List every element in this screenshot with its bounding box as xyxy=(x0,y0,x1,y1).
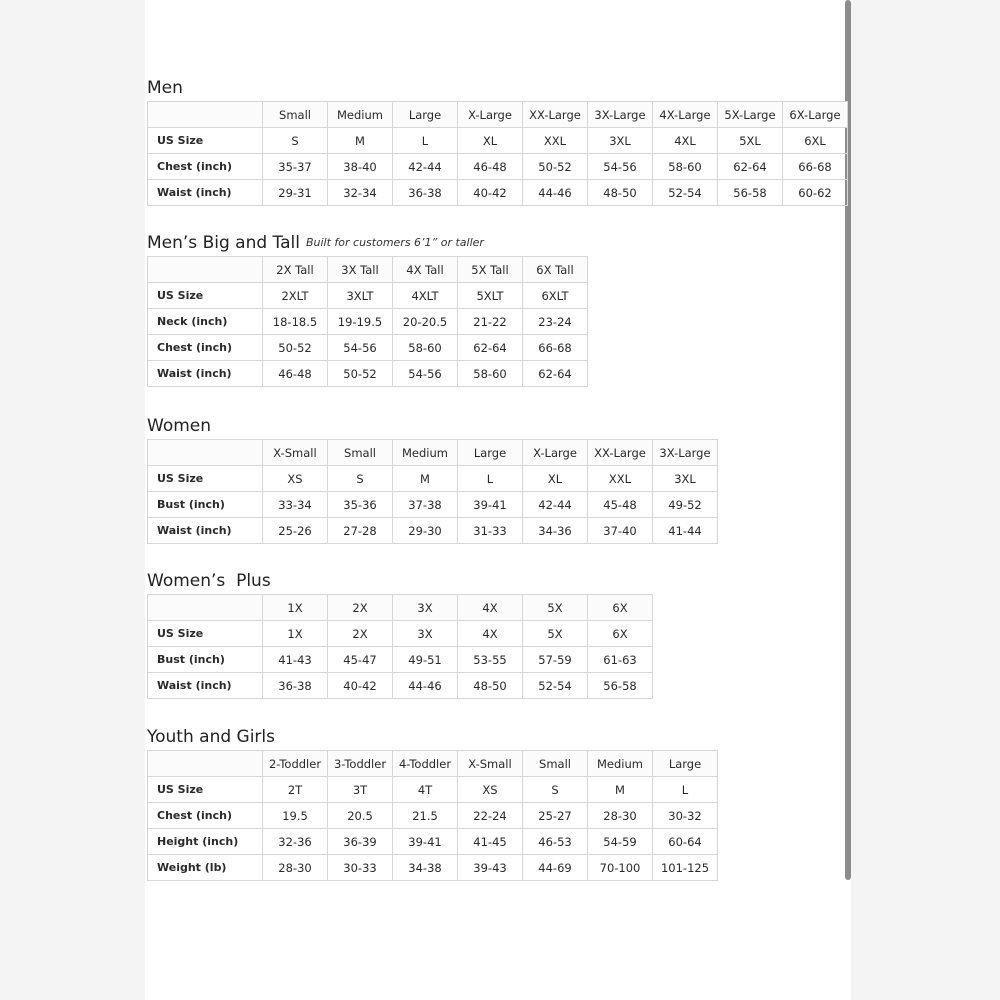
table-cell: 6X xyxy=(588,621,653,647)
column-header: 5X-Large xyxy=(718,102,783,128)
column-header: 3X Tall xyxy=(328,257,393,283)
row-label: Weight (lb) xyxy=(148,855,263,881)
column-header: X-Small xyxy=(458,751,523,777)
table-cell: 4XL xyxy=(653,128,718,154)
corner-cell xyxy=(148,595,263,621)
section-big-and-tall xyxy=(147,232,588,387)
table-cell: 21-22 xyxy=(458,309,523,335)
column-header: 5X xyxy=(523,595,588,621)
table-cell: S xyxy=(328,466,393,492)
table-cell: XL xyxy=(523,466,588,492)
column-header: 5X Tall xyxy=(458,257,523,283)
table-cell: 42-44 xyxy=(393,154,458,180)
row-label: Chest (inch) xyxy=(148,154,263,180)
table-cell: L xyxy=(653,777,718,803)
table-cell: M xyxy=(328,128,393,154)
table-cell: 30-32 xyxy=(653,803,718,829)
row-label: Height (inch) xyxy=(148,829,263,855)
table-cell: 52-54 xyxy=(653,180,718,206)
table-cell: M xyxy=(393,466,458,492)
column-header: Large xyxy=(393,102,458,128)
table-cell: 66-68 xyxy=(783,154,848,180)
table-cell: 50-52 xyxy=(523,154,588,180)
table-cell: XL xyxy=(458,128,523,154)
section-women xyxy=(147,415,718,544)
table-row xyxy=(148,154,848,180)
table-cell: 58-60 xyxy=(393,335,458,361)
table-cell: 54-56 xyxy=(588,154,653,180)
column-header: 4X Tall xyxy=(393,257,458,283)
table-cell: 32-34 xyxy=(328,180,393,206)
table-cell: 56-58 xyxy=(588,673,653,699)
table-cell: 29-31 xyxy=(263,180,328,206)
column-header: Small xyxy=(523,751,588,777)
table-cell: 62-64 xyxy=(718,154,783,180)
size-table-women xyxy=(147,439,718,544)
table-row xyxy=(148,361,588,387)
table-cell: 35-36 xyxy=(328,492,393,518)
table-cell: 28-30 xyxy=(588,803,653,829)
column-header: 4X xyxy=(458,595,523,621)
table-cell: 54-56 xyxy=(393,361,458,387)
table-cell: 2T xyxy=(263,777,328,803)
table-cell: XS xyxy=(263,466,328,492)
row-label: Chest (inch) xyxy=(148,803,263,829)
table-row xyxy=(148,466,718,492)
table-cell: 28-30 xyxy=(263,855,328,881)
header-row xyxy=(148,440,718,466)
table-cell: 4XLT xyxy=(393,283,458,309)
table-cell: L xyxy=(458,466,523,492)
table-row xyxy=(148,829,718,855)
table-cell: 44-46 xyxy=(393,673,458,699)
table-cell: 61-63 xyxy=(588,647,653,673)
column-header: X-Small xyxy=(263,440,328,466)
column-header: XX-Large xyxy=(588,440,653,466)
table-cell: 41-43 xyxy=(263,647,328,673)
table-row xyxy=(148,673,653,699)
table-cell: 60-62 xyxy=(783,180,848,206)
section-title-big-and-tall xyxy=(147,232,588,254)
table-row xyxy=(148,283,588,309)
table-cell: 18-18.5 xyxy=(263,309,328,335)
table-cell: 62-64 xyxy=(458,335,523,361)
table-cell: 2X xyxy=(328,621,393,647)
table-cell: 49-52 xyxy=(653,492,718,518)
table-cell: 38-40 xyxy=(328,154,393,180)
table-cell: 37-38 xyxy=(393,492,458,518)
table-cell: 19-19.5 xyxy=(328,309,393,335)
table-cell: 1X xyxy=(263,621,328,647)
table-cell: 31-33 xyxy=(458,518,523,544)
table-cell: 45-48 xyxy=(588,492,653,518)
table-cell: M xyxy=(588,777,653,803)
table-cell: 58-60 xyxy=(458,361,523,387)
table-cell: 42-44 xyxy=(523,492,588,518)
size-table-big-and-tall xyxy=(147,256,588,387)
table-cell: 54-59 xyxy=(588,829,653,855)
row-label: Waist (inch) xyxy=(148,361,263,387)
table-row xyxy=(148,621,653,647)
corner-cell xyxy=(148,751,263,777)
column-header: Medium xyxy=(588,751,653,777)
column-header: 2X Tall xyxy=(263,257,328,283)
table-cell: 49-51 xyxy=(393,647,458,673)
column-header: Medium xyxy=(328,102,393,128)
row-label: Waist (inch) xyxy=(148,180,263,206)
corner-cell xyxy=(148,102,263,128)
column-header: Small xyxy=(263,102,328,128)
table-cell: 6XL xyxy=(783,128,848,154)
table-cell: 57-59 xyxy=(523,647,588,673)
table-cell: 20.5 xyxy=(328,803,393,829)
size-table-women-plus xyxy=(147,594,653,699)
column-header: XX-Large xyxy=(523,102,588,128)
column-header: X-Large xyxy=(458,102,523,128)
table-cell: 58-60 xyxy=(653,154,718,180)
column-header: 2-Toddler xyxy=(263,751,328,777)
table-cell: 5XL xyxy=(718,128,783,154)
column-header: Medium xyxy=(393,440,458,466)
column-header: Large xyxy=(458,440,523,466)
table-cell: XXL xyxy=(588,466,653,492)
table-cell: 46-53 xyxy=(523,829,588,855)
table-cell: 19.5 xyxy=(263,803,328,829)
table-cell: 32-36 xyxy=(263,829,328,855)
table-row xyxy=(148,492,718,518)
table-cell: 25-27 xyxy=(523,803,588,829)
table-row xyxy=(148,335,588,361)
header-row xyxy=(148,751,718,777)
column-header: 1X xyxy=(263,595,328,621)
column-header: Large xyxy=(653,751,718,777)
row-label: US Size xyxy=(148,283,263,309)
table-cell: 34-36 xyxy=(523,518,588,544)
table-cell: 36-39 xyxy=(328,829,393,855)
table-cell: L xyxy=(393,128,458,154)
table-cell: 3X xyxy=(393,621,458,647)
row-label: US Size xyxy=(148,777,263,803)
table-cell: 34-38 xyxy=(393,855,458,881)
table-cell: XS xyxy=(458,777,523,803)
column-header: 3-Toddler xyxy=(328,751,393,777)
table-row xyxy=(148,803,718,829)
table-cell: 53-55 xyxy=(458,647,523,673)
corner-cell xyxy=(148,257,263,283)
row-label: US Size xyxy=(148,466,263,492)
table-cell: 39-41 xyxy=(458,492,523,518)
table-cell: 3XLT xyxy=(328,283,393,309)
table-cell: 37-40 xyxy=(588,518,653,544)
table-cell: 3XL xyxy=(588,128,653,154)
table-cell: 25-26 xyxy=(263,518,328,544)
size-table-men xyxy=(147,101,848,206)
table-cell: 36-38 xyxy=(263,673,328,699)
table-cell: XXL xyxy=(523,128,588,154)
table-cell: 44-69 xyxy=(523,855,588,881)
corner-cell xyxy=(148,440,263,466)
table-cell: 30-33 xyxy=(328,855,393,881)
table-cell: 4T xyxy=(393,777,458,803)
header-row xyxy=(148,257,588,283)
section-title-men: Men xyxy=(147,78,183,98)
table-cell: 2XLT xyxy=(263,283,328,309)
row-label: Neck (inch) xyxy=(148,309,263,335)
table-cell: S xyxy=(523,777,588,803)
table-cell: 41-45 xyxy=(458,829,523,855)
section-women-plus xyxy=(147,570,653,699)
table-cell: 44-46 xyxy=(523,180,588,206)
table-cell: 48-50 xyxy=(588,180,653,206)
column-header: 3X-Large xyxy=(588,102,653,128)
table-cell: 101-125 xyxy=(653,855,718,881)
table-cell: 40-42 xyxy=(328,673,393,699)
column-header: 4-Toddler xyxy=(393,751,458,777)
row-label: Bust (inch) xyxy=(148,492,263,518)
table-cell: 62-64 xyxy=(523,361,588,387)
row-label: US Size xyxy=(148,128,263,154)
table-cell: 4X xyxy=(458,621,523,647)
table-cell: 27-28 xyxy=(328,518,393,544)
row-label: Bust (inch) xyxy=(148,647,263,673)
table-row xyxy=(148,647,653,673)
table-cell: 5XLT xyxy=(458,283,523,309)
column-header: Small xyxy=(328,440,393,466)
row-label: US Size xyxy=(148,621,263,647)
section-title-youth-and-girls: Youth and Girls xyxy=(147,727,275,747)
column-header: 4X-Large xyxy=(653,102,718,128)
table-cell: 46-48 xyxy=(263,361,328,387)
header-row xyxy=(148,595,653,621)
table-cell: 50-52 xyxy=(328,361,393,387)
table-cell: 6XLT xyxy=(523,283,588,309)
table-cell: 3T xyxy=(328,777,393,803)
row-label: Waist (inch) xyxy=(148,518,263,544)
table-cell: 50-52 xyxy=(263,335,328,361)
table-row xyxy=(148,777,718,803)
table-cell: 70-100 xyxy=(588,855,653,881)
column-header: 6X-Large xyxy=(783,102,848,128)
table-cell: 29-30 xyxy=(393,518,458,544)
section-title-text: Men’s Big and Tall xyxy=(147,233,300,253)
table-cell: 40-42 xyxy=(458,180,523,206)
table-cell: 21.5 xyxy=(393,803,458,829)
table-row xyxy=(148,309,588,335)
header-row xyxy=(148,102,848,128)
table-cell: 39-41 xyxy=(393,829,458,855)
section-note: Built for customers 6’1” or taller xyxy=(305,236,484,249)
table-cell: 66-68 xyxy=(523,335,588,361)
table-cell: 52-54 xyxy=(523,673,588,699)
table-cell: 5X xyxy=(523,621,588,647)
table-cell: 33-34 xyxy=(263,492,328,518)
table-cell: 39-43 xyxy=(458,855,523,881)
table-cell: 41-44 xyxy=(653,518,718,544)
table-cell: 54-56 xyxy=(328,335,393,361)
table-cell: 3XL xyxy=(653,466,718,492)
table-cell: 36-38 xyxy=(393,180,458,206)
row-label: Waist (inch) xyxy=(148,673,263,699)
column-header: X-Large xyxy=(523,440,588,466)
table-cell: 35-37 xyxy=(263,154,328,180)
column-header: 6X xyxy=(588,595,653,621)
table-cell: S xyxy=(263,128,328,154)
section-youth-and-girls xyxy=(147,726,718,881)
table-cell: 23-24 xyxy=(523,309,588,335)
table-cell: 48-50 xyxy=(458,673,523,699)
size-table-youth-and-girls xyxy=(147,750,718,881)
table-cell: 22-24 xyxy=(458,803,523,829)
table-row xyxy=(148,128,848,154)
table-row xyxy=(148,518,718,544)
table-cell: 60-64 xyxy=(653,829,718,855)
row-label: Chest (inch) xyxy=(148,335,263,361)
table-row xyxy=(148,855,718,881)
section-title-women-plus: Women’s Plus xyxy=(147,571,271,591)
section-title-women: Women xyxy=(147,416,212,436)
section-men xyxy=(147,77,848,206)
column-header: 3X xyxy=(393,595,458,621)
column-header: 3X-Large xyxy=(653,440,718,466)
table-cell: 46-48 xyxy=(458,154,523,180)
table-row xyxy=(148,180,848,206)
table-cell: 45-47 xyxy=(328,647,393,673)
table-cell: 56-58 xyxy=(718,180,783,206)
table-cell: 20-20.5 xyxy=(393,309,458,335)
column-header: 6X Tall xyxy=(523,257,588,283)
column-header: 2X xyxy=(328,595,393,621)
